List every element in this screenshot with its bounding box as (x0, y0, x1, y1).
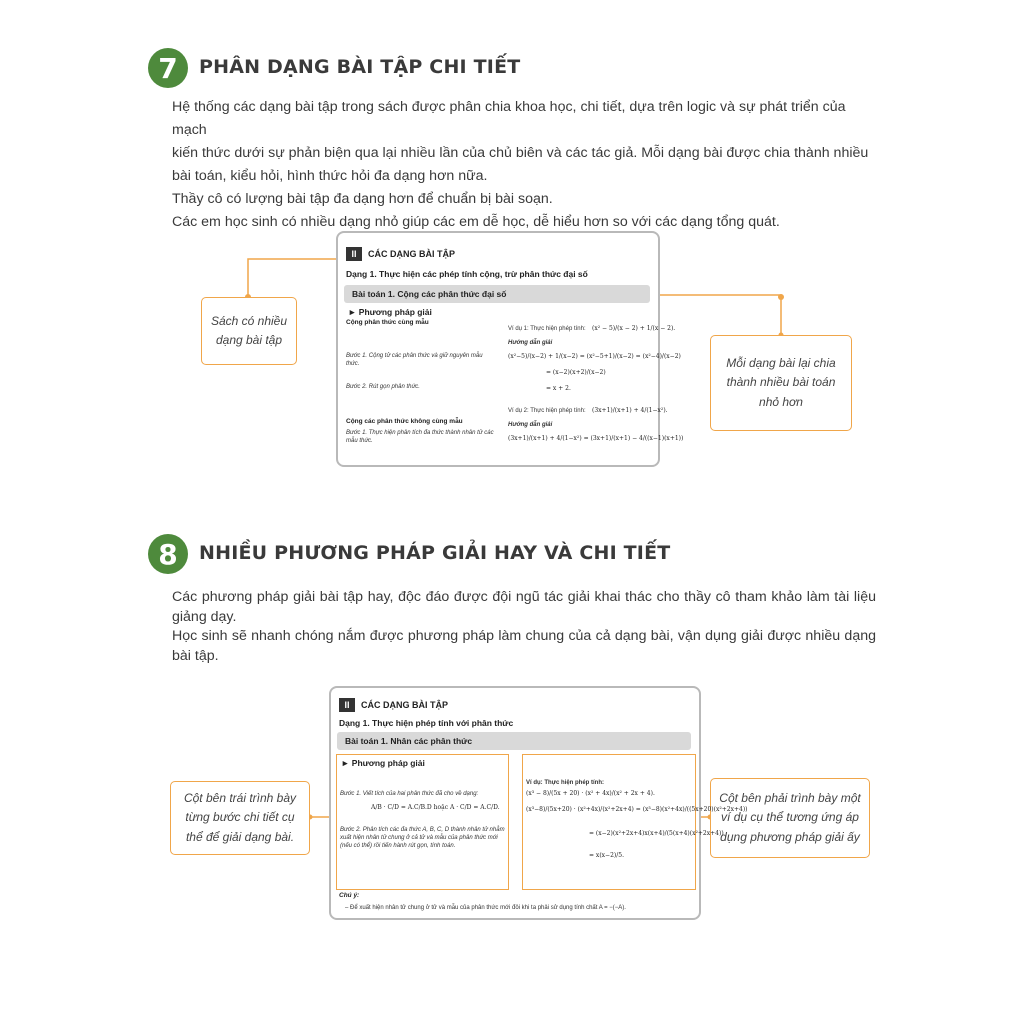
sample-buoc-2: Bước 2. Rút gọn phân thức. (346, 384, 420, 390)
sample-vd-label: Ví dụ: Thực hiện phép tính: (526, 780, 605, 786)
sample-vd1-line-2: = (x−2)(x+2)/(x−2) (546, 369, 606, 376)
sample-section-heading (346, 247, 455, 261)
roman-numeral-icon: II (346, 247, 362, 261)
callout-line: từng bước chi tiết cụ (185, 810, 295, 825)
sample-left-column (336, 754, 509, 890)
sample-chu-y-text: – Để xuất hiện nhân tử chung ở tử và mẫu của phân thức mới đôi khi ta phải sử dụng tính chất A = −(−A). (345, 905, 626, 911)
callout-line: Mỗi dạng bài lại chia (726, 355, 836, 370)
roman-numeral-icon: II (339, 698, 355, 712)
sample-buoc-1-expr: A/B · C/D = A.C/B.D hoặc A · C/D = A.C/D. (371, 804, 500, 811)
callout-line: thành nhiều bài toán (726, 375, 836, 390)
sample-hdg-1: Hướng dẫn giải (508, 340, 553, 346)
sample-buoc-1: Bước 1. Viết tích của hai phân thức đã cho về dạng: (340, 791, 479, 797)
sample-right-column (522, 754, 696, 890)
sample-dang-title: Dạng 1. Thực hiện phép tính với phân thức (339, 718, 514, 728)
paragraph-line: bài toán, kiểu hỏi, hình thức hỏi đa dạng hơn nữa. (172, 168, 488, 184)
sample-cong-khong-cung-mau: Cộng các phân thức không cùng mẫu (346, 418, 463, 425)
sample-vd-line-3: = x(x−2)/5. (589, 852, 624, 859)
sample-phuong-phap-title: ► Phương pháp giải (341, 758, 425, 768)
sample-section-title: CÁC DẠNG BÀI TẬP (368, 249, 455, 259)
sample-bai-toan-bar: Bài toán 1. Nhân các phân thức (337, 732, 691, 750)
callout-smaller-problems (710, 335, 852, 431)
section-7-badge: 7 (148, 48, 188, 88)
callout-line: Cột bên phải trình bày một (719, 790, 861, 805)
paragraph-line: Thầy cô có lượng bài tập đa dạng hơn để chuẩn bị bài soạn. (172, 191, 553, 207)
sample-buoc-1b: Bước 1. Thực hiện phân tích đa thức thành nhân tử các mẫu thức. (346, 430, 494, 444)
sample-vd1-expr: (x² − 5)/(x − 2) + 1/(x − 2). (592, 325, 676, 332)
callout-left-column (170, 781, 310, 855)
sample-buoc-2: Bước 2. Phân tích các đa thức A, B, C, D thành nhân tử nhằm xuất hiện nhân tử chung ở cả tử và mẫu của phân thức mới (nếu có thể) rồi tiến hành rút gọn, tính toán. (340, 827, 505, 849)
sample-page-8 (329, 686, 748, 920)
callout-line: Sách có nhiều (210, 313, 288, 328)
sample-vd1-label: Ví dụ 1: Thực hiện phép tính: (508, 326, 586, 332)
sample-cong-cung-mau: Cộng phân thức cùng mẫu (346, 319, 429, 326)
sample-bai-toan-bar: Bài toán 1. Cộng các phân thức đại số (344, 285, 650, 303)
callout-line: dạng bài tập (215, 333, 283, 347)
sample-vd-expr: (x³ − 8)/(5x + 20) · (x² + 4x)/(x² + 2x + 4). (526, 790, 655, 797)
paragraph-line: Hệ thống các dạng bài tập trong sách được phân chia khoa học, chi tiết, dựa trên logic và sự phát triển của mạch (172, 99, 846, 138)
callout-line: nhỏ hơn (759, 394, 803, 409)
section-7-title: PHÂN DẠNG BÀI TẬP CHI TIẾT (199, 56, 521, 78)
callout-line: dụng phương pháp giải ấy (720, 829, 860, 844)
sample-buoc-1: Bước 1. Cộng tử các phân thức và giữ nguyên mẫu thức. (346, 353, 483, 367)
callout-right-column (710, 778, 870, 858)
sample-vd1-line-3: = x + 2. (546, 385, 571, 392)
sample-vd-line-1: (x³−8)/(5x+20) · (x²+4x)/(x²+2x+4) = (x³−8)(x²+4x)/((5x+20)(x²+2x+4)) (526, 806, 748, 813)
sample-phuong-phap-title: ► Phương pháp giải (348, 307, 432, 317)
paragraph-line: Các em học sinh có nhiều dạng nhỏ giúp các em dễ học, dễ hiểu hơn so với các dạng tổng quát. (172, 214, 780, 230)
sample-vd2-label: Ví dụ 2: Thực hiện phép tính: (508, 408, 586, 414)
paragraph-line: Các phương pháp giải bài tập hay, độc đáo được đội ngũ tác giải khai thác cho thầy cô tham khảo làm tài liệu giảng dạy. (172, 589, 876, 625)
callout-line: Cột bên trái trình bày (183, 790, 297, 805)
sample-vd2-expr: (3x+1)/(x+1) + 4/(1−x²). (592, 407, 668, 414)
sample-section-heading (339, 698, 448, 712)
section-8-title: NHIỀU PHƯƠNG PHÁP GIẢI HAY VÀ CHI TIẾT (199, 542, 671, 564)
paragraph-line: kiến thức dưới sự phản biện qua lại nhiều lần của chủ biên và các tác giả. Mỗi dạng bài được chia thành nhiều (172, 145, 869, 161)
sample-page-7 (336, 231, 684, 467)
section-8-badge: 8 (148, 534, 188, 574)
sample-dang-title: Dạng 1. Thực hiện các phép tính cộng, trừ phân thức đại số (346, 269, 588, 279)
sample-hdg-2: Hướng dẫn giải (508, 422, 553, 428)
sample-section-title: CÁC DẠNG BÀI TẬP (361, 700, 448, 710)
paragraph-line: Học sinh sẽ nhanh chóng nắm được phương pháp làm chung của cả dạng bài, vận dụng giải được nhiều dạng bài tập. (172, 628, 876, 664)
section-7-description (172, 96, 882, 234)
section-8-description (172, 588, 876, 666)
sample-vd1-line-1: (x²−5)/(x−2) + 1/(x−2) = (x²−5+1)/(x−2) = (x²−4)/(x−2) (508, 353, 681, 360)
sample-vd-line-2: = (x−2)(x²+2x+4)x(x+4)/(5(x+4)(x²+2x+4)) (589, 830, 724, 837)
sample-vd2-line-1: (3x+1)/(x+1) + 4/(1−x²) = (3x+1)/(x+1) − 4/((x−1)(x+1)) (508, 435, 684, 442)
callout-line: ví dụ cụ thể tương ứng áp (721, 810, 859, 825)
callout-many-exercise-types (201, 297, 297, 365)
callout-line: thể để giải dạng bài. (185, 829, 295, 844)
sample-chu-y-label: Chú ý: (339, 892, 360, 899)
